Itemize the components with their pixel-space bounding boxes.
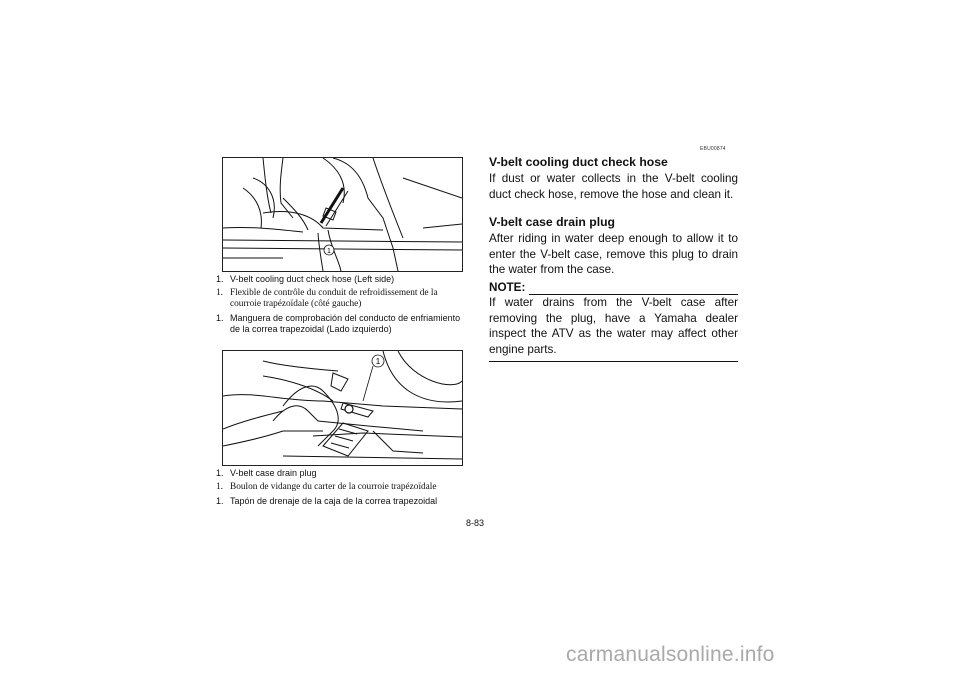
- figure2-callout: 1: [375, 357, 381, 366]
- note-body: If water drains from the V-belt case after removing the plug, have a Yamaha dealer inspect the ATV as the water may affect other engine parts.: [489, 296, 738, 356]
- figure-cooling-duct-hose: [222, 157, 463, 272]
- caption-text: Flexible de contrôle du conduit de refroidissement de la courroie trapézoïdale (côté gauche): [230, 288, 438, 309]
- caption-text: V-belt cooling duct check hose (Left side): [230, 274, 395, 284]
- caption-number: 1.: [216, 288, 223, 298]
- section-body-drain-plug: After riding in water deep enough to allow it to enter the V-belt case, remove this plug to drain the water from the case.: [489, 232, 738, 276]
- figure1-captions: [216, 274, 462, 338]
- caption-text: Boulon de vidange du carter de la courroie trapézoïdale: [230, 482, 437, 492]
- page-number: 8-83: [466, 518, 485, 528]
- caption-text: Manguera de comprobación del conducto de enfriamiento de la correa trapezoidal (Lado izquierdo): [230, 313, 461, 334]
- watermark: carmanualsonline.info: [566, 643, 775, 666]
- caption-spanish: [216, 313, 462, 335]
- caption-english: [216, 468, 462, 479]
- caption-number: 1.: [216, 274, 224, 284]
- section-heading-cooling-duct: V-belt cooling duct check hose: [489, 155, 668, 169]
- caption-number: 1.: [216, 313, 224, 323]
- drain-plug-illustration: [223, 351, 462, 465]
- cooling-duct-illustration: [223, 158, 462, 271]
- note-rule: [529, 285, 738, 295]
- caption-french: [216, 482, 462, 493]
- caption-number: 1.: [216, 468, 224, 478]
- caption-spanish: [216, 496, 462, 507]
- section-heading-drain-plug: V-belt case drain plug: [489, 215, 615, 229]
- reference-code: EBU00874: [700, 146, 726, 152]
- note-box: [489, 281, 738, 362]
- caption-english: [216, 274, 462, 285]
- caption-number: 1.: [216, 496, 224, 506]
- figure1-callout: 1: [327, 248, 331, 255]
- caption-text: V-belt case drain plug: [230, 468, 317, 478]
- note-label: NOTE:: [489, 281, 526, 294]
- caption-number: 1.: [216, 482, 223, 492]
- figure2-captions: [216, 468, 462, 510]
- figure-drain-plug: [222, 350, 463, 466]
- note-end-rule: [489, 361, 738, 362]
- note-header: [489, 281, 738, 295]
- caption-text: Tapón de drenaje de la caja de la correa trapezoidal: [230, 496, 438, 506]
- section-body-cooling-duct: If dust or water collects in the V-belt cooling duct check hose, remove the hose and clean it.: [489, 172, 738, 201]
- caption-french: [216, 288, 462, 310]
